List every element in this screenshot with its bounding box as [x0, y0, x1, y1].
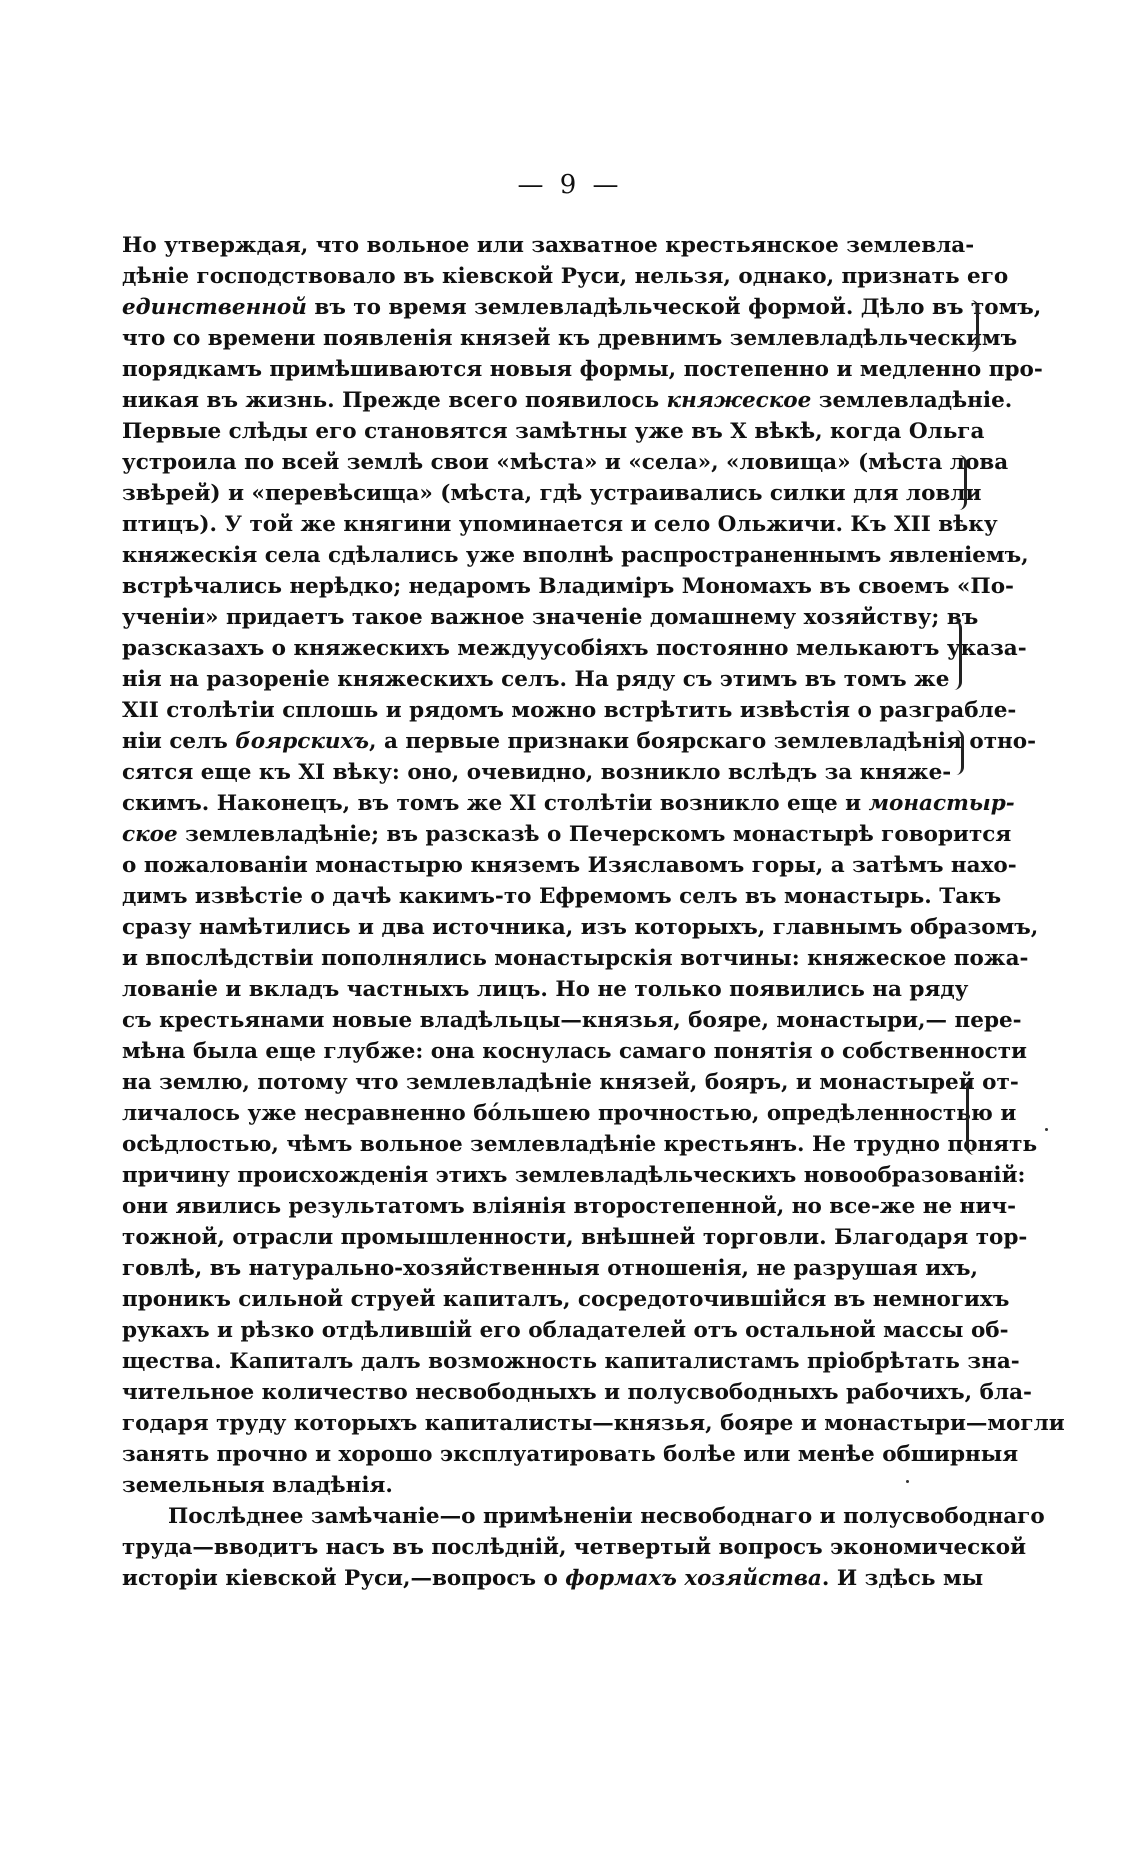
text-line: причину происхожденія этихъ землевладѣльческихъ новообразованій:	[122, 1163, 1026, 1188]
margin-dot	[1045, 1128, 1048, 1131]
text-line: никая въ жизнь. Прежде всего появилось княжеское землевладѣніе.	[122, 388, 1013, 413]
text-line: разсказахъ о княжескихъ междуусобіяхъ постоянно мелькаютъ указа-	[122, 636, 1027, 661]
italic-term: формахъ хозяйства	[565, 1566, 822, 1591]
text-line: тожной, отрасли промышленности, внѣшней торговли. Благодаря тор-	[122, 1225, 1028, 1250]
text-line: сразу намѣтились и два источника, изъ которыхъ, главнымъ образомъ,	[122, 915, 1039, 940]
text-line: говлѣ, въ натурально-хозяйственныя отношенія, не разрушая ихъ,	[122, 1256, 979, 1281]
italic-term: единственной	[122, 295, 307, 320]
text-line: проникъ сильной струей капиталъ, сосредоточившійся въ немногихъ	[122, 1287, 1010, 1312]
text-line: ское землевладѣніе; въ разсказѣ о Печерскомъ монастырѣ говорится	[122, 822, 1012, 847]
body-text	[122, 230, 1065, 1594]
text-line: личалось уже несравненно бо́льшею прочностью, опредѣленностью и	[122, 1101, 1017, 1126]
text-line: что со времени появленія князей къ древнимъ землевладѣльческимъ	[122, 326, 1018, 351]
text-line: сятся еще къ XI вѣку: оно, очевидно, возникло вслѣдъ за княже-	[122, 760, 952, 785]
margin-bracket	[970, 300, 979, 352]
text-line: труда—вводитъ насъ въ послѣдній, четвертый вопросъ экономической	[122, 1535, 1027, 1560]
text-line: устроила по всей землѣ свои «мѣста» и «села», «ловища» (мѣста лова	[122, 450, 1009, 475]
text-line: порядкамъ примѣшиваются новыя формы, постепенно и медленно про-	[122, 357, 1043, 382]
text-line: годаря труду которыхъ капиталисты—князья, бояре и монастыри—могли	[122, 1411, 1065, 1436]
margin-bracket	[955, 730, 964, 775]
text-line: занять прочно и хорошо эксплуатировать болѣе или менѣе обширныя	[122, 1442, 1019, 1467]
text-line: щества. Капиталъ далъ возможность капиталистамъ пріобрѣтать зна-	[122, 1349, 1020, 1374]
margin-bracket	[953, 620, 962, 690]
italic-term: княжеское	[666, 388, 812, 413]
text-line: и впослѣдствіи пополнялись монастырскія вотчины: княжеское пожа-	[122, 946, 1029, 971]
margin-bracket	[966, 1080, 975, 1155]
italic-term: ское	[122, 822, 178, 847]
text-line: рукахъ и рѣзко отдѣлившій его обладателей отъ остальной массы об-	[122, 1318, 1009, 1343]
text-line: княжескія села сдѣлались уже вполнѣ распространеннымъ явленіемъ,	[122, 543, 1029, 568]
text-line: ніи селъ боярскихъ, а первые признаки боярскаго землевладѣнія отно-	[122, 729, 1037, 754]
text-line: о пожалованіи монастырю княземъ Изяславомъ горы, а затѣмъ нахо-	[122, 853, 1017, 878]
text-line: Послѣднее замѣчаніе—о примѣненіи несвободнаго и полусвободнаго	[168, 1504, 1045, 1529]
text-line: нія на разореніе княжескихъ селъ. На ряду съ этимъ въ томъ же	[122, 667, 950, 692]
text-line: Но утверждая, что вольное или захватное крестьянское землевла-	[122, 233, 975, 258]
text-line: птицъ). У той же княгини упоминается и село Ольжичи. Къ XII вѣку	[122, 512, 998, 537]
text-line: мѣна была еще глубже: она коснулась самаго понятія о собственности	[122, 1039, 1027, 1064]
text-line: лованіе и вкладъ частныхъ лицъ. Но не только появились на ряду	[122, 977, 969, 1002]
page-number: — 9 —	[517, 170, 623, 200]
text-line: исторіи кіевской Руси,—вопросъ о формахъ хозяйства. И здѣсь мы	[122, 1566, 984, 1591]
text-line: Первые слѣды его становятся замѣтны уже въ X вѣкѣ, когда Ольга	[122, 419, 985, 444]
italic-term: монастыр-	[868, 791, 1015, 816]
text-line: на землю, потому что землевладѣніе князей, бояръ, и монастырей от-	[122, 1070, 1019, 1095]
text-line: дѣніе господствовало въ кіевской Руси, нельзя, однако, признать его	[122, 264, 1009, 289]
text-line: съ крестьянами новые владѣльцы—князья, бояре, монастыри,— пере-	[122, 1008, 1022, 1033]
text-line: они явились результатомъ вліянія второстепенной, но все-же не нич-	[122, 1194, 1017, 1219]
text-line: ученіи» придаетъ такое важное значеніе домашнему хозяйству; въ	[122, 605, 979, 630]
text-line: димъ извѣстіе о дачѣ какимъ-то Ефремомъ селъ въ монастырь. Такъ	[122, 884, 1002, 909]
italic-term: боярскихъ	[235, 729, 369, 754]
text-line: скимъ. Наконецъ, въ томъ же XI столѣтіи возникло еще и монастыр-	[122, 791, 1015, 816]
text-line: единственной въ то время землевладѣльческой формой. Дѣло въ томъ,	[122, 295, 1042, 320]
text-line: земельныя владѣнія.	[122, 1473, 393, 1498]
margin-dot	[906, 1480, 909, 1483]
text-line: чительное количество несвободныхъ и полусвободныхъ рабочихъ, бла-	[122, 1380, 1032, 1405]
margin-bracket	[958, 455, 967, 510]
text-line: осѣдлостью, чѣмъ вольное землевладѣніе крестьянъ. Не трудно понять	[122, 1132, 1038, 1157]
text-line: встрѣчались нерѣдко; недаромъ Владиміръ Мономахъ въ своемъ «По-	[122, 574, 1014, 599]
text-line: звѣрей) и «перевѣсища» (мѣста, гдѣ устраивались силки для ловли	[122, 481, 982, 506]
text-line: XII столѣтіи сплошь и рядомъ можно встрѣтить извѣстія о разграбле-	[122, 698, 1017, 723]
